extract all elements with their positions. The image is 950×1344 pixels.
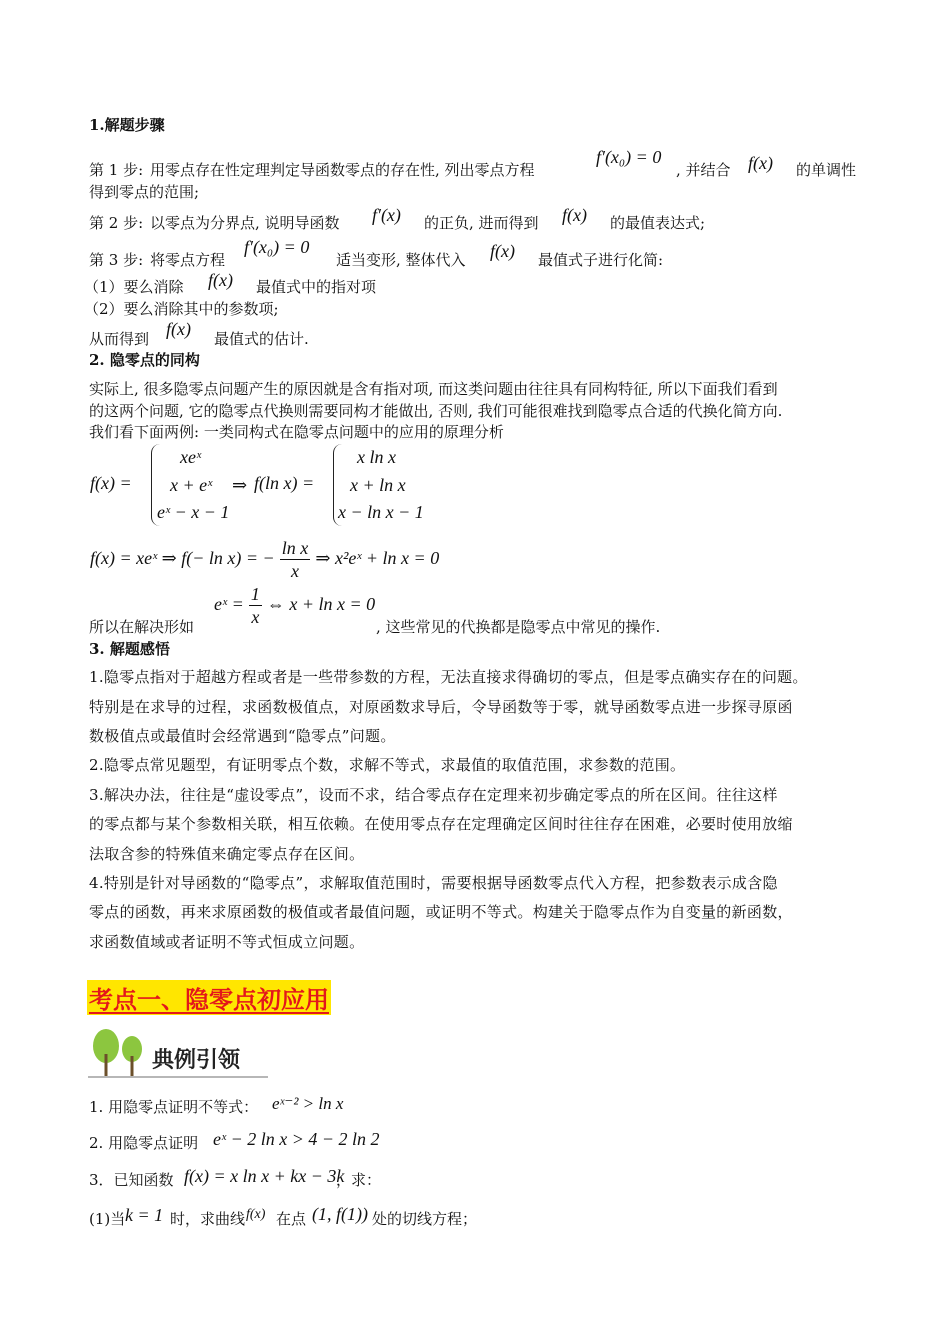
insight-line: 的零点都与某个参数相关联，相互依赖。在使用零点存在定理确定区间时往往存在困难，必要时使用放缩 [89,815,793,833]
math-expression: f(x) [166,319,191,339]
problem-text: 1. 用隐零点证明不等式： [89,1098,259,1116]
paragraph: 实际上, 很多隐零点问题产生的原因就是含有指对项, 而这类问题由往往具有同构特征, 所以下面我们看到 [89,380,778,398]
insight-line: 4.特别是针对导函数的“隐零点”，求解取值范围时，需要根据导函数零点代入方程，把参数表示成含隐 [89,874,778,892]
problem-text: 时，求曲线 [170,1210,246,1228]
step-text: 得到零点的范围; [89,183,200,201]
step-text: 适当变形, 整体代入 [336,251,466,269]
insight-line: 3.解决办法，往往是“虚设零点”，设而不求，结合零点存在定理来初步确定零点的所在区间。往往这样 [89,786,778,804]
insight-line: 2.隐零点常见题型，有证明零点个数，求解不等式，求最值的取值范围，求参数的范围。 [89,756,686,774]
step-text: 的单调性 [796,161,857,179]
step-text: 的正负, 进而得到 [424,214,539,232]
fraction [249,583,262,628]
step-text: , 并结合 [676,161,731,179]
equation-3-suffix: , 这些常见的代换都是隐零点中常见的操作. [376,618,661,636]
implies-arrow: ⇒ [232,475,248,495]
section-title: 1.解题步骤 [89,116,165,134]
system-lhs: f(x) = [90,473,132,493]
math-expression: f(x) = x ln x + kx − 3k [184,1166,345,1186]
step-text: 用零点存在性定理判定导函数零点的存在性, 列出零点方程 [150,161,535,179]
insight-line: 1.隐零点指对于超越方程或者是一些带参数的方程，无法直接求得确切的零点，但是零点确实存在的问题。 [89,668,808,686]
insight-line: 数极值点或最值时会经常遇到“隐零点”问题。 [89,727,396,745]
section-title: 2. 隐零点的同构 [89,351,200,369]
equation-3-prefix: 所以在解决形如 [89,618,195,636]
item-text: 最值式中的指对项 [256,278,377,296]
item-2: （2）要么消除其中的参数项; [84,300,279,318]
step-label: 第 2 步: [89,214,144,232]
math-expression: f(x) [562,205,587,225]
math-expression: f′(x₀) = 0 [596,147,662,167]
math-expression: f(x) [246,1207,266,1222]
problem-text: 2. 用隐零点证明 [89,1134,199,1152]
case-item: x + ln x [350,475,406,495]
paragraph: 的这两个问题, 它的隐零点代换则需要同构才能做出, 否则, 我们可能很难找到隐零点合适的代换化简方向. [89,402,783,420]
banner-underline [88,1076,268,1078]
conclusion-text: 从而得到 [89,330,150,348]
math-expression: f′(x) [372,205,401,225]
problem-text: 在点 [276,1210,307,1228]
item-text: （1）要么消除 [84,278,184,296]
case-item: x + eˣ [170,475,213,495]
math-expression: f(x) [490,241,515,261]
paragraph: 我们看下面两例: 一类同构式在隐零点问题中的应用的原理分析 [89,423,504,441]
step-text: 将零点方程 [150,251,226,269]
denominator: x [291,561,300,581]
math-expression: eˣ − 2 ln x > 4 − 2 ln 2 [213,1129,380,1149]
step-text: 以零点为分界点, 说明导函数 [150,214,340,232]
insight-line: 特别是在求导的过程，求函数极值点，对原函数求导后，令导函数等于零，就导函数零点进一步探寻原函 [89,698,793,716]
system-rhs: f(ln x) = [254,473,315,493]
denominator: x [251,607,260,627]
banner-title: 典例引领 [152,1048,241,1073]
step-text: 最值式子进行化简: [538,251,664,269]
case-item: x − ln x − 1 [338,502,424,522]
topic-heading: 考点一、隐零点初应用 [87,980,331,1015]
math-expression: f(x) [208,270,233,290]
fraction [280,537,311,582]
insight-line: 求函数值域或者证明不等式恒成立问题。 [89,933,365,951]
problem-text: ，求： [336,1171,382,1189]
problem-text: 3．已知函数 [89,1171,174,1189]
insight-line: 法取含参的特殊值来确定零点存在区间。 [89,845,365,863]
case-item: xeˣ [180,447,202,467]
example-banner [88,1028,268,1080]
math-expression: k = 1 [125,1205,164,1225]
math-expression: f(x) [748,153,773,173]
math-expression: ⇔ x + ln x = 0 [266,594,376,614]
problem-text: 处的切线方程； [372,1210,478,1228]
conclusion-text: 最值式的估计. [214,330,309,348]
case-item: eˣ − x − 1 [157,502,230,522]
math-expression: f(x) = xeˣ ⇒ f(− ln x) = − [90,548,275,568]
equation-3 [214,583,375,628]
math-expression: f′(x₀) = 0 [244,237,310,257]
step-label: 第 3 步: [89,251,144,269]
step-text: 的最值表达式; [610,214,706,232]
case-item: x ln x [357,447,396,467]
math-expression: ⇒ x²eˣ + ln x = 0 [315,548,440,568]
section-title: 3. 解题感悟 [89,640,170,658]
insight-line: 零点的函数，再来求原函数的极值或者最值问题，或证明不等式。构建关于隐零点作为自变量的新函数， [89,903,793,921]
numerator: ln x [281,538,309,558]
math-expression: eˣ = [214,594,244,614]
numerator: 1 [250,584,260,604]
equation-2 [90,537,439,582]
step-label: 第 1 步: [89,161,144,179]
problem-text: (1)当 [89,1210,126,1228]
math-expression: eˣ⁻² > ln x [272,1094,344,1113]
math-expression: (1, f(1)) [312,1204,368,1224]
tree-icon [88,1028,150,1076]
